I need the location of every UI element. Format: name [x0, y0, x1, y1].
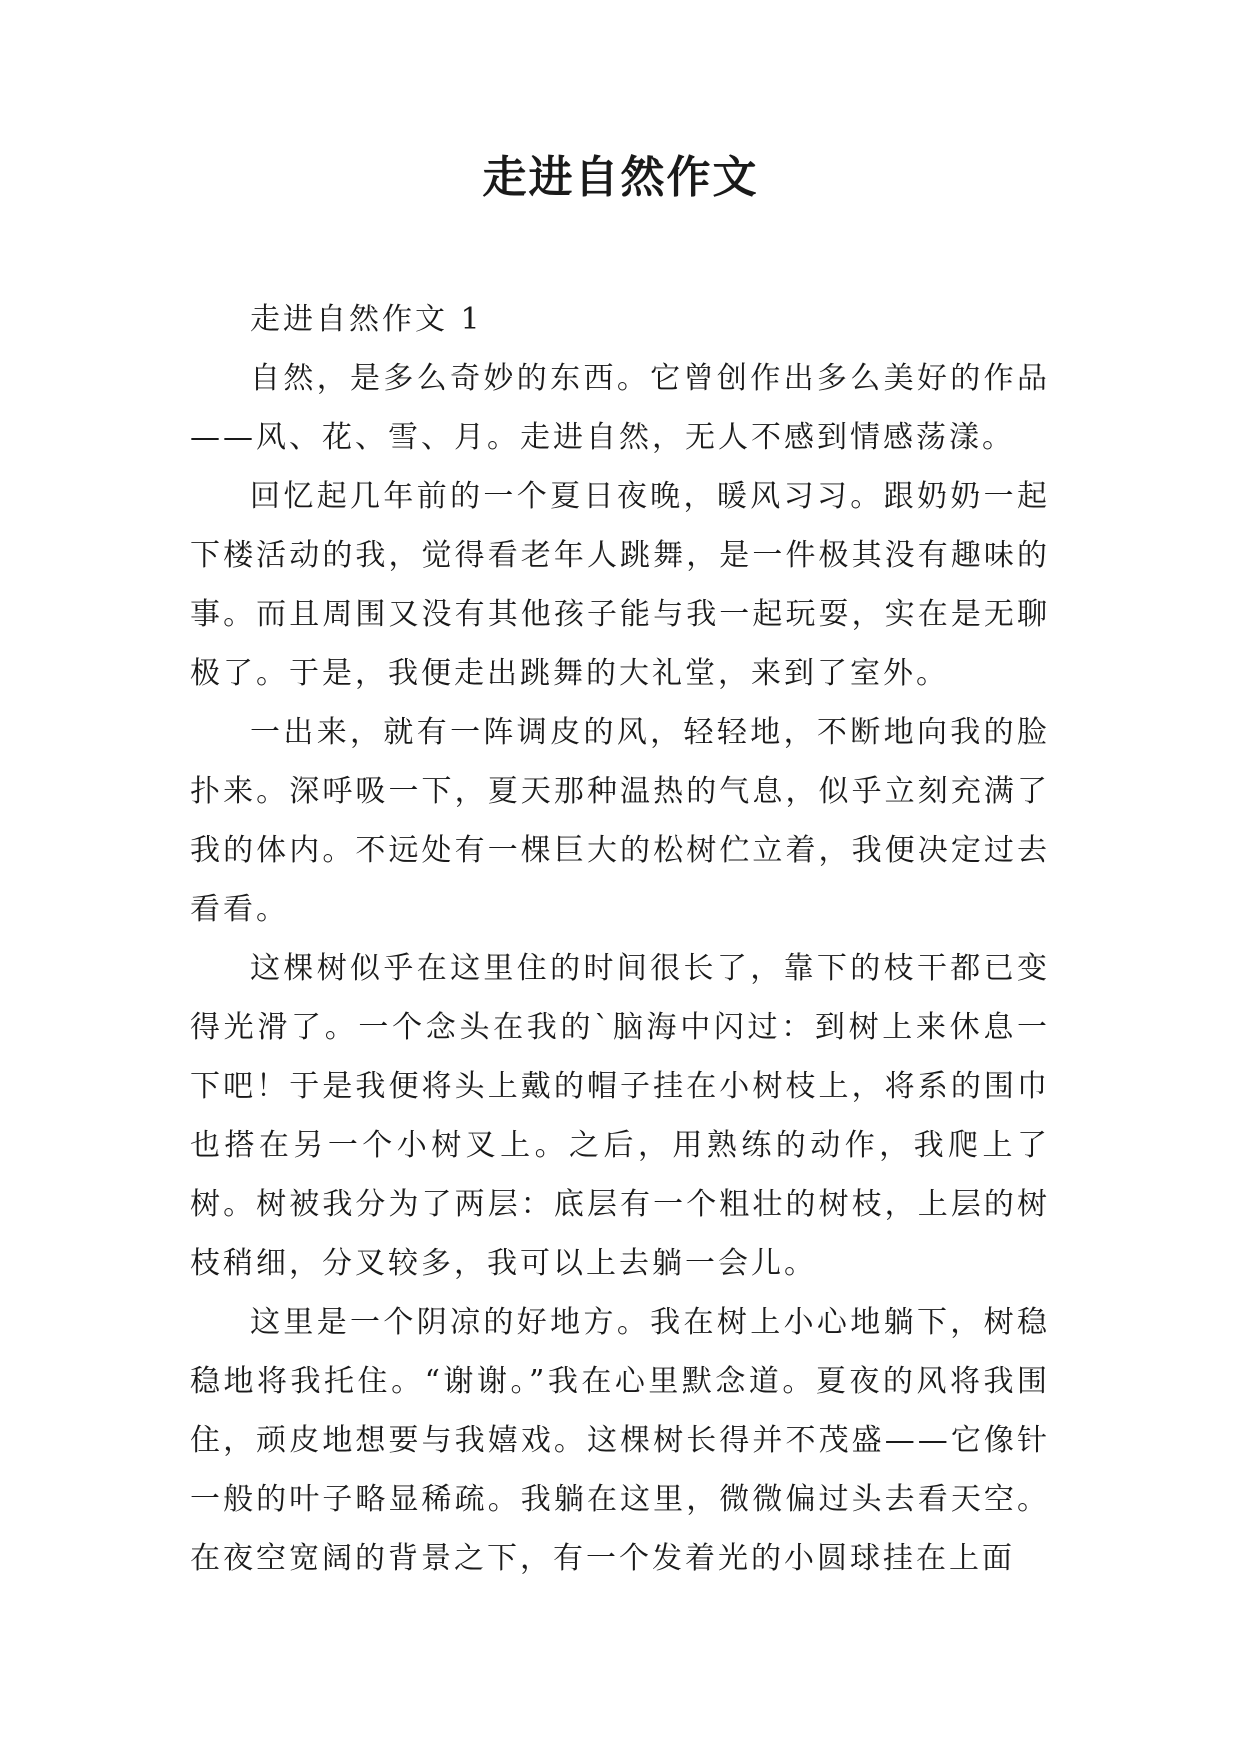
section-heading: 走进自然作文 1: [250, 302, 483, 337]
paragraph: 这棵树似乎在这里住的时间很长了，靠下的枝干都已变得光滑了。一个念头在我的`脑海中闪过：到树上来休息一下吧！于是我便将头上戴的帽子挂在小树枝上，将系的围巾也搭在另一个小树叉上。之后，用熟练的动作，我爬上了树。树被我分为了两层：底层有一个粗壮的树枝，上层的树枝稍细，分叉较多，我可以上去躺一会儿。: [190, 951, 1050, 1281]
paragraph: 回忆起几年前的一个夏日夜晚，暖风习习。跟奶奶一起下楼活动的我，觉得看老年人跳舞，是一件极其没有趣味的事。而且周围又没有其他孩子能与我一起玩耍，实在是无聊极了。于是，我便走出跳舞的大礼堂，来到了室外。: [190, 479, 1050, 691]
document-body: [190, 290, 1050, 1588]
paragraph: 一出来，就有一阵调皮的风，轻轻地，不断地向我的脸扑来。深呼吸一下，夏天那种温热的气息，似乎立刻充满了我的体内。不远处有一棵巨大的松树伫立着，我便决定过去看看。: [190, 715, 1050, 927]
paragraph: 自然，是多么奇妙的东西。它曾创作出多么美好的作品——风、花、雪、月。走进自然，无人不感到情感荡漾。: [190, 361, 1050, 455]
document-title: 走进自然作文: [482, 152, 759, 203]
paragraph: 这里是一个阴凉的好地方。我在树上小心地躺下，树稳稳地将我托住。“谢谢。”我在心里默念道。夏夜的风将我围住，顽皮地想要与我嬉戏。这棵树长得并不茂盛——它像针一般的叶子略显稀疏。我躺在这里，微微偏过头去看天空。在夜空宽阔的背景之下，有一个发着光的小圆球挂在上面: [190, 1305, 1050, 1576]
